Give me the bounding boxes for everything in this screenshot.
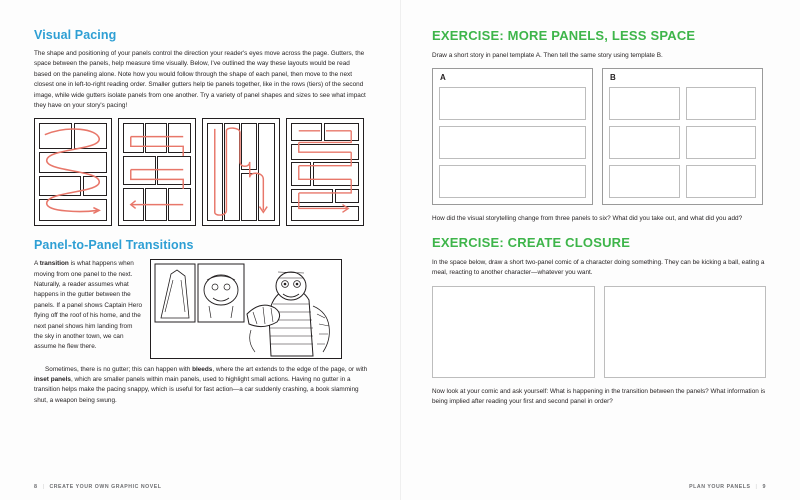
transitions-paragraph-1: A transition is what happens when moving from one panel to the next. Naturally, a reader assumes what happens in the gutter between the panels. If a panel shows Captain Hero flying off the roof of his home, and the next panel shows him landing from the sky in another town, we can assume he flew there. — [34, 260, 142, 351]
right-footer-divider: | — [755, 484, 758, 490]
exercise-1-question: How did the visual storytelling change from three panels to six? What did you take out, and what did you add? — [432, 215, 743, 223]
panel-templates — [432, 68, 766, 205]
template-b-panel-3[interactable] — [609, 126, 680, 159]
exercise-2-instruction: In the space below, draw a short two-panel comic of a character doing something. They can be kicking a ball, eating a meal, reacting to another character—whatever you want. — [432, 258, 765, 277]
right-footer-text: PLAN YOUR PANELS — [689, 484, 751, 490]
template-a-panel-2[interactable] — [439, 126, 586, 159]
template-b-label: B — [610, 73, 616, 83]
right-page — [400, 0, 800, 500]
template-b[interactable] — [602, 68, 763, 205]
pacing-layout-3 — [202, 118, 280, 226]
template-b-panel-6[interactable] — [686, 165, 757, 198]
exercise-2-heading: EXERCISE: CREATE CLOSURE — [432, 234, 631, 250]
left-page-number: 8 — [34, 484, 38, 490]
left-page-footer — [34, 484, 162, 490]
exercise-2-question: Now look at your comic and ask yourself: What is happening in the transition between the panels? What information is being implied after reading your first and second panel in order? — [432, 387, 766, 405]
closure-panel-2[interactable] — [604, 286, 767, 378]
template-b-panel-2[interactable] — [686, 87, 757, 120]
template-a-panel-1[interactable] — [439, 87, 586, 120]
left-footer-text: CREATE YOUR OWN GRAPHIC NOVEL — [49, 484, 162, 490]
template-a-label: A — [440, 73, 446, 83]
comic-artwork — [151, 260, 342, 359]
pacing-layout-1 — [34, 118, 112, 226]
exercise-1-heading: EXERCISE: MORE PANELS, LESS SPACE — [432, 28, 696, 43]
right-page-number: 9 — [762, 484, 766, 490]
transitions-text-column — [34, 259, 142, 359]
pacing-layout-2 — [118, 118, 196, 226]
visual-pacing-heading: Visual Pacing — [34, 28, 117, 42]
transitions-content — [34, 259, 368, 359]
left-footer-divider: | — [42, 484, 45, 490]
template-b-panel-1[interactable] — [609, 87, 680, 120]
transitions-paragraph-2: Sometimes, there is no gutter; this can happen with bleeds, where the art extends to the edge of the page, or with inset panels, which are smaller panels within main panels, used to highlight small actions. Having no gutter in a transition helps make the pacing snappy, which is useful for fast action—a car suddenly crashing, a book slamming shut, a weapon being swung. — [34, 365, 368, 404]
template-b-panel-5[interactable] — [609, 165, 680, 198]
template-a-panel-3[interactable] — [439, 165, 586, 198]
closure-panels — [432, 286, 766, 378]
exercise-1-instruction: Draw a short story in panel template A. Then tell the same story using template B. — [432, 52, 663, 59]
right-page-footer — [689, 484, 766, 490]
visual-pacing-paragraph: The shape and positioning of your panels control the direction your reader's eyes move across the page. Gutters, the space between the panels, help measure time visually. Below, I've outlined the way these layouts would be read based on the paneling alone. Note how you would follow through the shape of each panel, then move to the next closest one in left-to-right reading order. Smaller gutters help tie panels together, like in the rows (tiers) of the second image, while wide gutters isolate panels from one another. Try a variety of panel shapes and sizes to see what impact they have on your story's pacing! — [34, 50, 366, 109]
comic-illustration — [150, 259, 342, 359]
closure-panel-1[interactable] — [432, 286, 595, 378]
panel-transitions-heading: Panel-to-Panel Transitions — [34, 238, 194, 253]
template-a[interactable] — [432, 68, 593, 205]
template-b-panel-4[interactable] — [686, 126, 757, 159]
pacing-layout-4 — [286, 118, 364, 226]
pacing-layout-examples — [34, 118, 368, 226]
